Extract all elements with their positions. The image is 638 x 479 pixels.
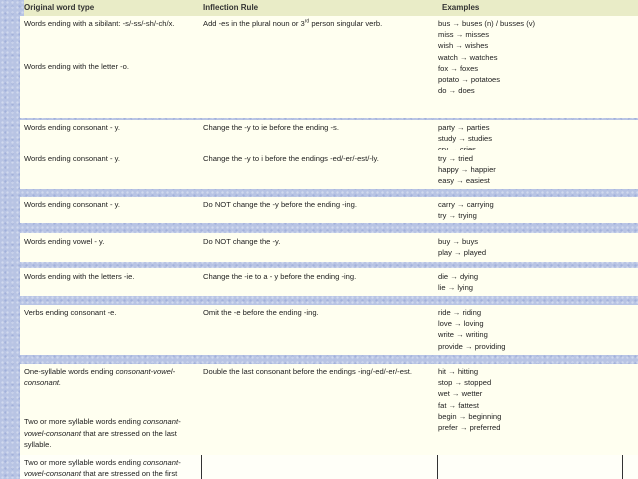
word-type-italic: consonant-vowel-consonant.	[24, 367, 176, 388]
word-type-text: Two or more syllable words ending	[24, 458, 144, 467]
example-item: potato → potatoes	[438, 75, 501, 85]
table-row	[20, 197, 638, 223]
rule-text: Change the -y to ie before the ending -s.	[203, 123, 339, 132]
examples-cell	[438, 305, 598, 355]
example-item: easy → easiest	[438, 176, 490, 186]
word-type	[24, 416, 200, 450]
example-item: try → trying	[438, 211, 477, 221]
example-item: watch → watches	[438, 52, 498, 62]
table-row	[20, 16, 638, 118]
header-inflection-rule: Inflection Rule	[202, 0, 438, 16]
example-item: play → played	[438, 248, 487, 258]
table-row	[20, 364, 638, 455]
rule-cell	[203, 16, 429, 118]
example-item: provide → providing	[438, 341, 506, 351]
word-type-italic: consonant-vowel-consonant	[24, 417, 181, 438]
example-item: party → parties	[438, 123, 490, 132]
word-type: Words ending consonant - y.	[24, 200, 120, 209]
example-item: prefer → preferred	[438, 423, 501, 433]
table-row	[20, 268, 638, 296]
word-type-text: that are stressed on the last syllable.	[24, 428, 177, 449]
examples-cell	[438, 197, 598, 223]
word-type-cell	[24, 364, 200, 455]
word-type-text: Two or more syllable words ending	[24, 417, 144, 427]
rule-text: Change the -ie to a - y before the ending -ing.	[203, 272, 357, 281]
table-row	[20, 150, 638, 189]
example-item: wet → wetter	[438, 389, 483, 399]
example-item: lie → lying	[438, 283, 474, 293]
example-item: stop → stopped	[438, 378, 492, 388]
word-type-cell	[24, 16, 200, 118]
rule-text: Double the last consonant before the endings -ing/-ed/-er/-est.	[203, 367, 412, 376]
word-type: Words ending with a sibilant: -s/-ss/-sh/-ch/x.	[24, 19, 175, 28]
column-divider	[437, 455, 438, 479]
word-type: Words ending consonant - y.	[24, 154, 120, 163]
example-item: write → writing	[438, 330, 488, 340]
example-item: do → does	[438, 86, 475, 96]
example-item: study → studies	[438, 134, 493, 144]
example-item: wish → wishes	[438, 41, 489, 51]
example-item: carry → carrying	[438, 200, 494, 209]
rule-text: Do NOT change the -y before the ending -ing.	[203, 200, 357, 209]
rule-text: Omit the -e before the ending -ing.	[203, 308, 319, 317]
word-type-italic: consonant-vowel-consonant	[24, 458, 181, 479]
example-item: bus → buses (n) / busses (v)	[438, 19, 536, 28]
header-original-word-type: Original word type	[24, 0, 202, 16]
word-type	[24, 366, 200, 388]
rule-text: Do NOT change the -y.	[203, 237, 281, 246]
examples-cell	[438, 268, 598, 296]
examples-cell	[438, 150, 598, 189]
word-type: Words ending with the letter -o.	[24, 62, 129, 72]
table-row	[20, 305, 638, 355]
word-type-text: that are stressed on the first	[81, 469, 178, 479]
examples-cell	[438, 16, 598, 118]
rule-text: Add -es in the plural noun or 3rd person singular verb.	[203, 18, 383, 28]
column-divider	[201, 455, 202, 479]
example-item: buy → buys	[438, 237, 479, 246]
example-item: miss → misses	[438, 30, 490, 40]
example-item: fox → foxes	[438, 63, 479, 73]
word-type: Verbs ending consonant -e.	[24, 308, 117, 317]
word-type-text: One-syllable words ending	[24, 367, 116, 376]
examples-cell	[438, 233, 598, 262]
example-item: ride → riding	[438, 308, 482, 317]
example-item: die → dying	[438, 272, 479, 281]
example-item: try → tried	[438, 154, 474, 163]
examples-cell	[438, 364, 598, 455]
word-type: Words ending consonant - y.	[24, 123, 120, 132]
example-item: love → loving	[438, 319, 484, 329]
example-item: happy → happier	[438, 165, 496, 175]
table-row	[20, 455, 638, 479]
word-type: Words ending with the letters -ie.	[24, 272, 135, 281]
example-item: fat → fattest	[438, 400, 479, 410]
header-examples: Examples	[438, 0, 638, 16]
table-row	[20, 233, 638, 262]
example-item: hit → hitting	[438, 367, 479, 376]
word-type	[24, 457, 200, 479]
column-divider	[622, 455, 623, 479]
word-type: Words ending vowel - y.	[24, 237, 105, 246]
word-type-cell	[24, 455, 200, 479]
example-item: begin → beginning	[438, 411, 502, 421]
rule-text: Change the -y to i before the endings -ed/-er/-est/-ly.	[203, 154, 379, 163]
